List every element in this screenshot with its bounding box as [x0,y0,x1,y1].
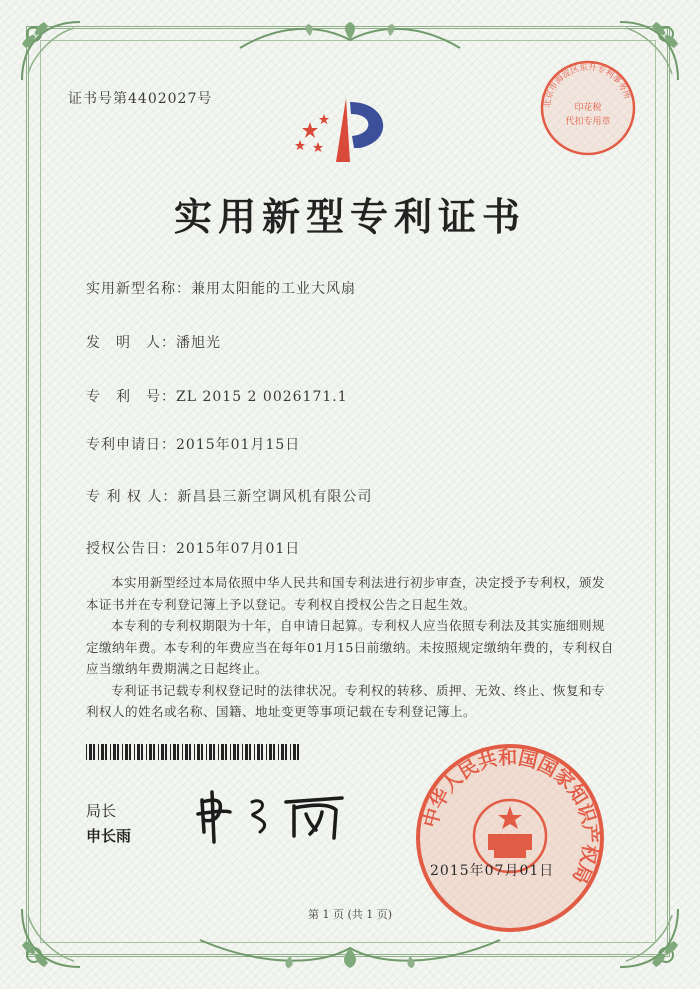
barcode-bar [101,744,104,760]
barcode-bar [218,744,219,760]
barcode-bar [213,744,215,760]
barcode-bar [125,744,128,760]
barcode-bar [254,744,255,760]
field-patentee [86,486,372,506]
body-paragraph: 专利证书记载专利权登记时的法律状况。专利权的转移、质押、无效、终止、恢复和专利权人的姓名或名称、国籍、地址变更等事项记载在专利登记簿上。 [86,682,606,719]
barcode-bar [197,744,200,760]
field-patent-number [86,386,348,406]
barcode-bar [221,744,224,760]
field-value: 兼用太阳能的工业大风扇 [191,281,356,297]
barcode-bar [293,744,296,760]
small-stamp-line2: 代扣专用章 [565,117,611,127]
barcode-bar [129,744,131,760]
tax-stamp-seal [538,58,638,158]
barcode-bar [161,744,164,760]
field-utility-model-name [86,278,356,298]
field-label: 专 利 权 人： [86,489,178,505]
barcode-bar [134,744,135,760]
barcode-bar [105,744,107,760]
director-name: 申长雨 [86,827,132,845]
barcode-bar [137,744,140,760]
page-number: 第 1 页 (共 1 页) [307,908,393,921]
barcode-bar [201,744,203,760]
barcode-bar [230,744,231,760]
patent-office-logo-icon [288,92,408,182]
field-application-date [86,434,300,454]
barcode-bar [113,744,116,760]
field-label: 专 利 号： [86,389,176,405]
barcode-bar [141,744,143,760]
barcode-bar [117,744,119,760]
barcode-bar [273,744,275,760]
small-stamp-ring-text: 北京市海淀区东升专利事务所 [542,62,632,109]
certificate-body [86,572,614,723]
barcode-bar [146,744,147,760]
field-value: 2015年01月15日 [176,437,301,453]
field-value: 2015年07月01日 [176,541,301,557]
field-label: 专利申请日： [86,437,176,453]
seal-ring-text: 中华人民共和国国家知识产权局 [419,746,602,887]
field-label: 发 明 人： [86,335,176,351]
director-title: 局长 [86,802,117,820]
handwritten-signature-icon [190,780,360,850]
barcode-bar [158,744,159,760]
barcode-bar [86,744,87,760]
field-value: 潘旭光 [176,335,221,351]
barcode-bar [233,744,236,760]
barcode-icon [86,744,302,760]
top-ornament-icon [230,20,470,56]
barcode-bar [290,744,291,760]
certificate-title: 实用新型专利证书 [173,195,526,239]
barcode-bar [170,744,171,760]
barcode-bar [249,744,251,760]
barcode-bar [165,744,167,760]
barcode-bar [189,744,191,760]
body-paragraph: 本实用新型经过本局依照中华人民共和国专利法进行初步审查，决定授予专利权，颁发本证书并在专利登记簿上予以登记。专利权自授权公告之日起生效。 [86,575,606,612]
barcode-bar [266,744,267,760]
barcode-bar [297,744,299,760]
barcode-bar [110,744,111,760]
barcode-bar [209,744,212,760]
barcode-bar [285,744,287,760]
field-label: 授权公告日： [86,541,176,557]
barcode-bar [149,744,152,760]
barcode-bar [173,744,176,760]
corner-ornament-icon [14,14,88,88]
field-value: 新昌县三新空调风机有限公司 [177,489,373,505]
field-label: 实用新型名称： [86,281,191,297]
barcode-bar [269,744,272,760]
small-stamp-line1: 印花税 [574,103,602,113]
field-value: ZL 2015 2 0026171.1 [176,389,348,405]
barcode-bar [225,744,227,760]
barcode-bar [194,744,195,760]
barcode-bar [237,744,239,760]
barcode-bar [257,744,260,760]
field-inventor [86,332,221,352]
certificate-number: 证书号第4402027号 [68,91,213,107]
barcode-bar [153,744,155,760]
barcode-bar [245,744,248,760]
barcode-bar [93,744,95,760]
barcode-bar [261,744,263,760]
barcode-bar [278,744,279,760]
barcode-bar [206,744,207,760]
barcode-bar [177,744,179,760]
barcode-bar [122,744,123,760]
barcode-bar [98,744,99,760]
barcode-bar [185,744,188,760]
barcode-bar [281,744,284,760]
seal-date: 2015年07月01日 [430,863,555,879]
field-grant-date [86,538,300,558]
body-paragraph: 本专利的专利权期限为十年，自申请日起算。专利权人应当依照专利法及其实施细则规定缴纳年费。本专利的年费应当在每年01月15日前缴纳。未按照规定缴纳年费的，专利权自应当缴纳年费期满之日起终止。 [86,618,614,676]
barcode-bar [182,744,183,760]
barcode-bar [89,744,92,760]
barcode-bar [242,744,243,760]
